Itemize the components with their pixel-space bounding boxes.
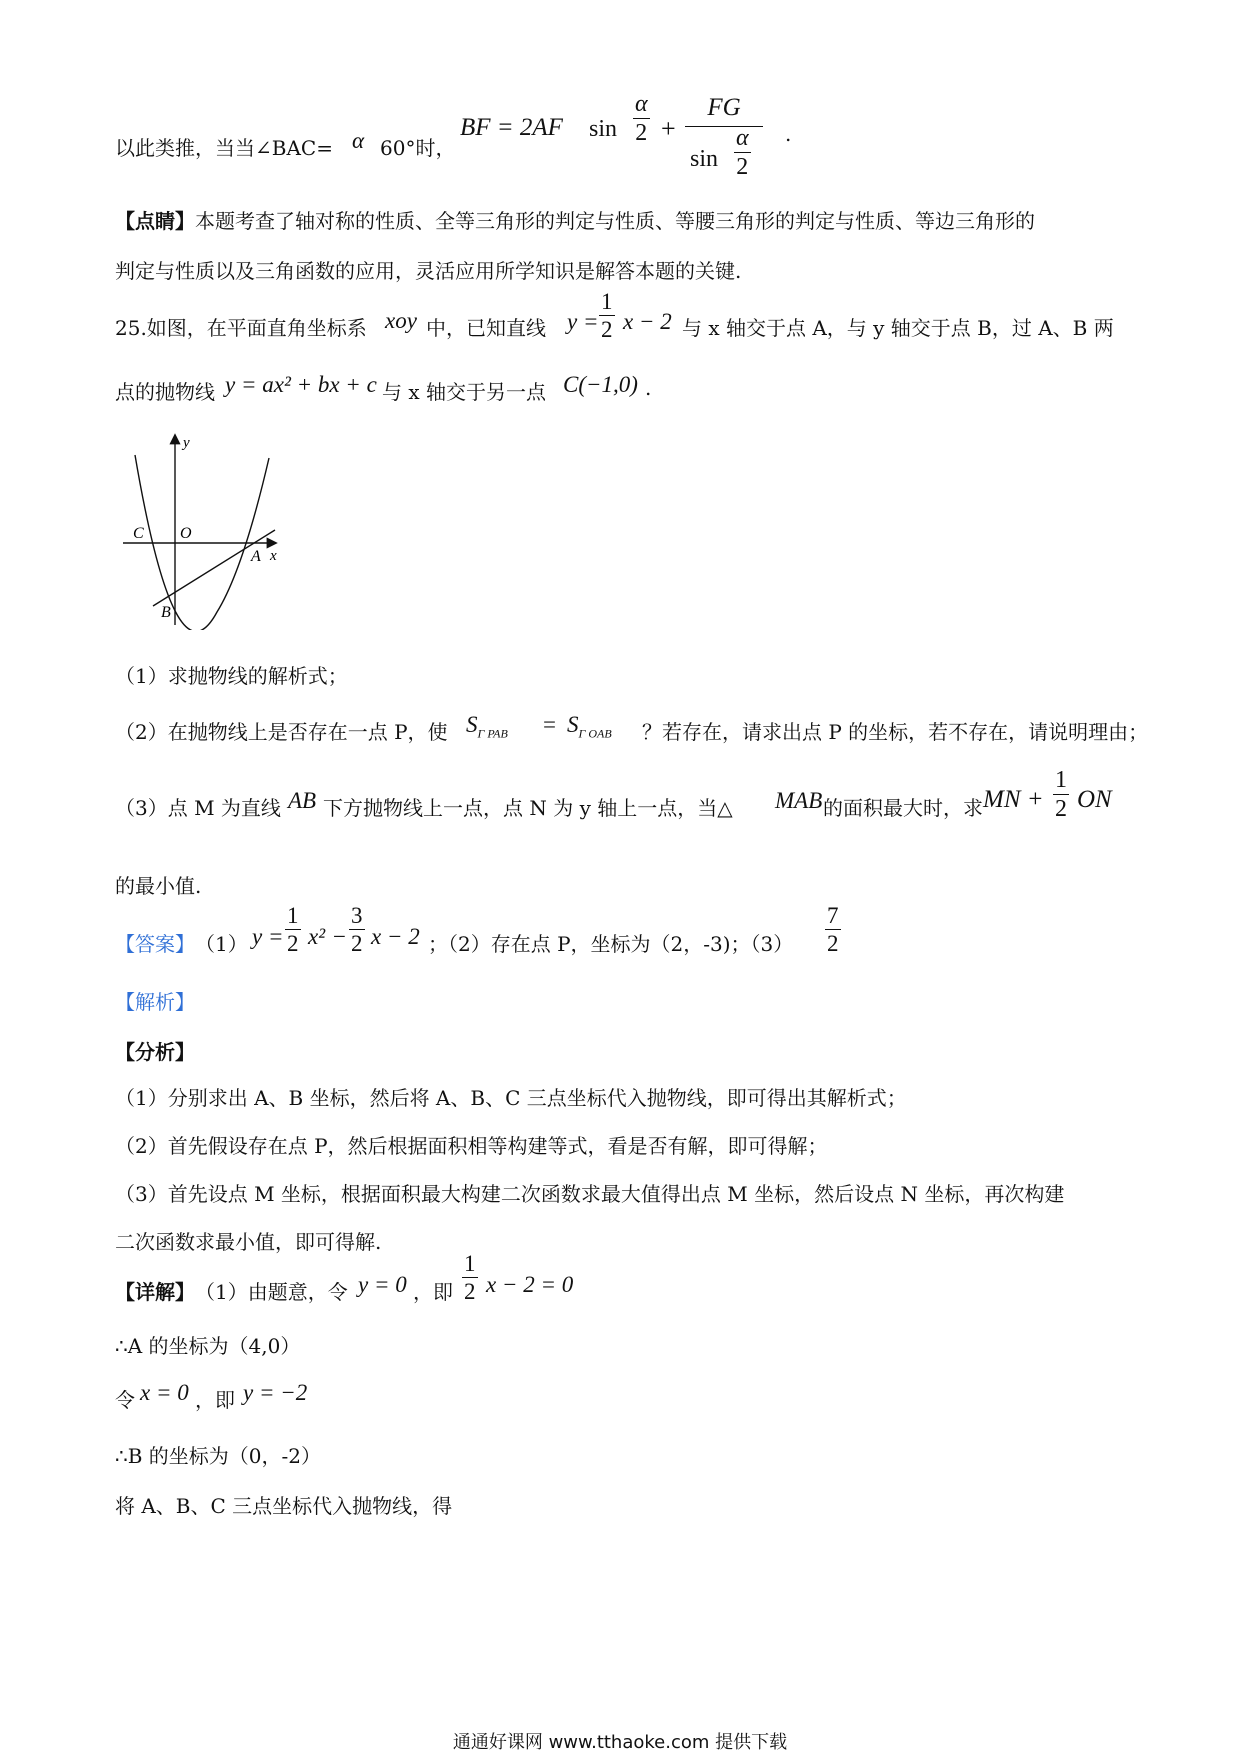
formula-period: . (785, 122, 792, 146)
q2-text-b: ？若存在，请求出点 P 的坐标，若不存在，请说明理由； (642, 720, 1149, 744)
q3-text-b: 下方抛物线上一点，点 N 为 y 轴上一点，当△ (323, 796, 733, 820)
xiangjie-text-a: （1）由题意，令 (195, 1280, 348, 1304)
xoy-symbol: xoy (385, 308, 417, 333)
q3-on: ON (1077, 786, 1112, 813)
q2-s1: $S_{\Gamma PAB}$ (466, 712, 508, 741)
q3-ab: AB (288, 788, 317, 813)
problem-text-e: 与 x 轴交于另一点 (382, 380, 546, 404)
xiangjie-expr: x − 2 = 0 (486, 1272, 574, 1297)
label-y: y (183, 435, 190, 451)
xiangjie-half: $\frac{1}{2}$ (464, 1251, 476, 1304)
top-deg: 60°时， (380, 136, 456, 160)
line-eq-half: $\frac{1}{2}$ (601, 289, 613, 342)
xiangjie-ling: 令 (115, 1388, 135, 1412)
jiexi-label: 【解析】 (115, 990, 195, 1014)
footer-watermark: 通通好课网 www.tthaoke.com 提供下载 (452, 1732, 788, 1753)
formula-big-fraction: FG (685, 94, 763, 127)
fenxi-step1: （1）分别求出 A、B 坐标，然后将 A、B、C 三点坐标代入抛物线，即可得出其解析式； (115, 1086, 907, 1110)
point-c: C(−1,0) (563, 372, 638, 397)
formula-sin2: sin (690, 146, 719, 172)
q3-mab: MAB (775, 788, 823, 813)
parabola-figure (115, 430, 295, 630)
xiangjie-ji: ，即 (195, 1388, 235, 1412)
fenxi-label: 【分析】 (115, 1040, 195, 1064)
answer-frac-3-2: $\frac{3}{2}$ (351, 903, 363, 956)
line-eq-expr: x − 2 (623, 309, 672, 334)
question-3-end: 的最小值. (115, 874, 202, 898)
problem-text-c: 与 x 轴交于点 A，与 y 轴交于点 B，过 A、B 两 (682, 316, 1114, 340)
fenxi-step3a: （3）首先设点 M 坐标，根据面积最大构建二次函数求最大值得出点 M 坐标，然后设点 N 坐标，再次构建 (115, 1182, 1065, 1206)
problem-text-b: 中，已知直线 (426, 316, 546, 340)
formula-alpha-over-2-b: $\frac{\alpha}{2}$ (736, 125, 749, 180)
label-c: C (133, 525, 144, 542)
xiangjie-text-b: ，即 (413, 1280, 453, 1304)
top-prefix: 以此类推，当当∠BAC= (115, 136, 333, 160)
alpha-symbol: α (352, 128, 365, 153)
q3-text-a: （3）点 M 为直线 (115, 796, 281, 820)
label-o: O (180, 525, 192, 542)
dianjing-line2: 判定与性质以及三角函数的应用，灵活应用所学知识是解答本题的关键. (115, 259, 742, 283)
q2-text-a: （2）在抛物线上是否存在一点 P，使 (115, 720, 448, 744)
formula-sin1: sin (589, 116, 618, 142)
answer-p1: （1） (195, 932, 248, 956)
xiangjie-y-neg2: y = −2 (243, 1380, 308, 1405)
line-ab (153, 530, 275, 606)
q2-s2: $S_{\Gamma OAB}$ (567, 712, 612, 741)
xiangjie-b-coord: ∴B 的坐标为（0，-2） (115, 1444, 321, 1468)
problem-intro: 25.如图，在平面直角坐标系 (115, 316, 367, 340)
answer-minus: − (333, 924, 346, 949)
xiangjie-label: 【详解】 (115, 1280, 195, 1304)
label-x: x (270, 548, 277, 564)
q3-text-c: 的面积最大时，求 (823, 796, 983, 820)
question-1: （1）求抛物线的解析式； (115, 664, 348, 688)
q3-half: $\frac{1}{2}$ (1055, 767, 1067, 822)
dianjing-line1 (115, 205, 1035, 234)
answer-label: 【答案】 (115, 932, 195, 956)
dianjing-label: 【点睛】 (115, 209, 195, 233)
answer-tail: x − 2 (371, 924, 420, 949)
problem-text-d: 点的抛物线 (115, 380, 215, 404)
problem-period: . (645, 376, 652, 400)
xiangjie-y0: y = 0 (358, 1272, 407, 1297)
answer-frac-half: $\frac{1}{2}$ (287, 903, 299, 956)
label-a: A (251, 548, 261, 565)
answer-frac-7-2: $\frac{7}{2}$ (827, 903, 839, 956)
q2-eq: = (543, 712, 556, 737)
q3-mn: MN + (983, 786, 1044, 813)
formula-plus: + (661, 114, 676, 143)
formula-bf: BF = 2AF (460, 114, 563, 141)
xiangjie-substitute: 将 A、B、C 三点坐标代入抛物线，得 (115, 1494, 453, 1518)
parabola-eq: y = ax² + bx + c (225, 372, 377, 397)
line-eq-y: y = (567, 309, 599, 334)
xiangjie-x0: x = 0 (140, 1380, 189, 1405)
dianjing-text1: 本题考查了轴对称的性质、全等三角形的判定与性质、等腰三角形的判定与性质、等边三角形的 (195, 209, 1035, 233)
answer-y: y = (252, 924, 284, 949)
answer-p2: ；（2）存在点 P，坐标为（2，-3)；（3） (428, 932, 794, 956)
formula-alpha-over-2: $\frac{\alpha}{2}$ (635, 91, 648, 146)
fenxi-step3b: 二次函数求最小值，即可得解. (115, 1230, 382, 1254)
answer-x2: x² (308, 924, 326, 949)
label-b: B (161, 604, 171, 621)
fenxi-step2: （2）首先假设存在点 P，然后根据面积相等构建等式，看是否有解，即可得解； (115, 1134, 828, 1158)
xiangjie-a-coord: ∴A 的坐标为（4,0） (115, 1334, 301, 1358)
